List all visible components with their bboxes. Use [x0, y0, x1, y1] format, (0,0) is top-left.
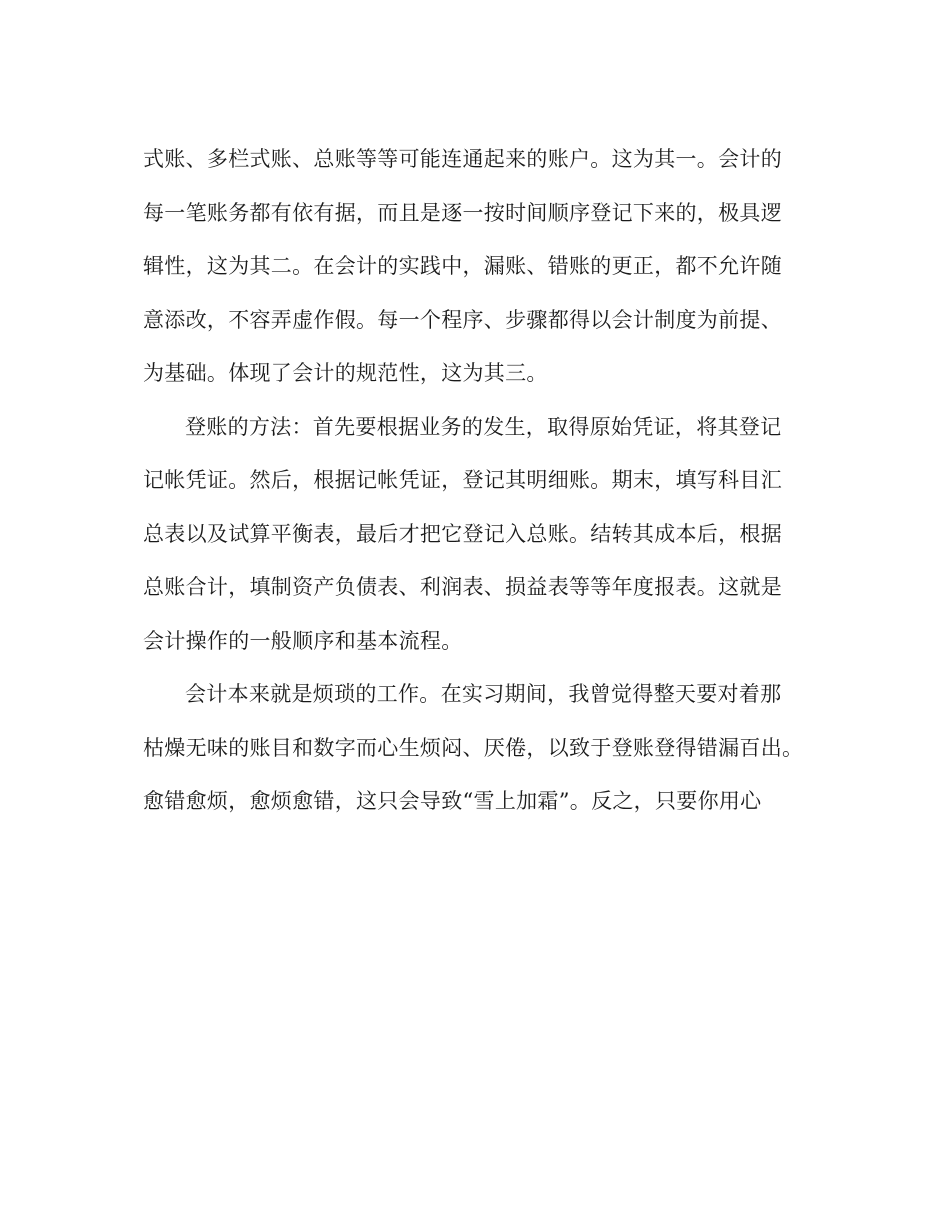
paragraph-start-line: 会计本来就是烦琐的工作。在实习期间，我曾觉得整天要对着那 — [185, 682, 782, 706]
text-line: 意添改，不容弄虚作假。每一个程序、步骤都得以会计制度为前提、 — [143, 307, 782, 332]
text-line: 每一笔账务都有依有据，而且是逐一按时间顺序登记下来的，极具逻 — [143, 200, 782, 225]
text-line: 式账、多栏式账、总账等等可能连通起来的账户。这为其一。会计的 — [143, 147, 782, 171]
text-line: 总账合计，填制资产负债表、利润表、损益表等等年度报表。这就是 — [143, 575, 782, 599]
text-line: 枯燥无味的账目和数字而心生烦闷、厌倦，以致于登账登得错漏百出。 — [143, 735, 804, 760]
text-line: 愈错愈烦，愈烦愈错，这只会导致“雪上加霜”。反之，只要你用心 — [143, 789, 762, 813]
text-line: 总表以及试算平衡表，最后才把它登记入总账。结转其成本后，根据 — [143, 521, 782, 546]
paragraph-start-line: 登账的方法：首先要根据业务的发生，取得原始凭证，将其登记 — [185, 414, 782, 439]
body-text — [143, 138, 813, 834]
text-line: 辑性，这为其二。在会计的实践中，漏账、错账的更正，都不允许随 — [143, 254, 782, 278]
text-line: 会计操作的一般顺序和基本流程。 — [143, 628, 463, 653]
text-line: 为基础。体现了会计的规范性，这为其三。 — [143, 361, 548, 385]
text-line: 记帐凭证。然后，根据记帐凭证，登记其明细账。期末，填写科目汇 — [143, 468, 782, 492]
